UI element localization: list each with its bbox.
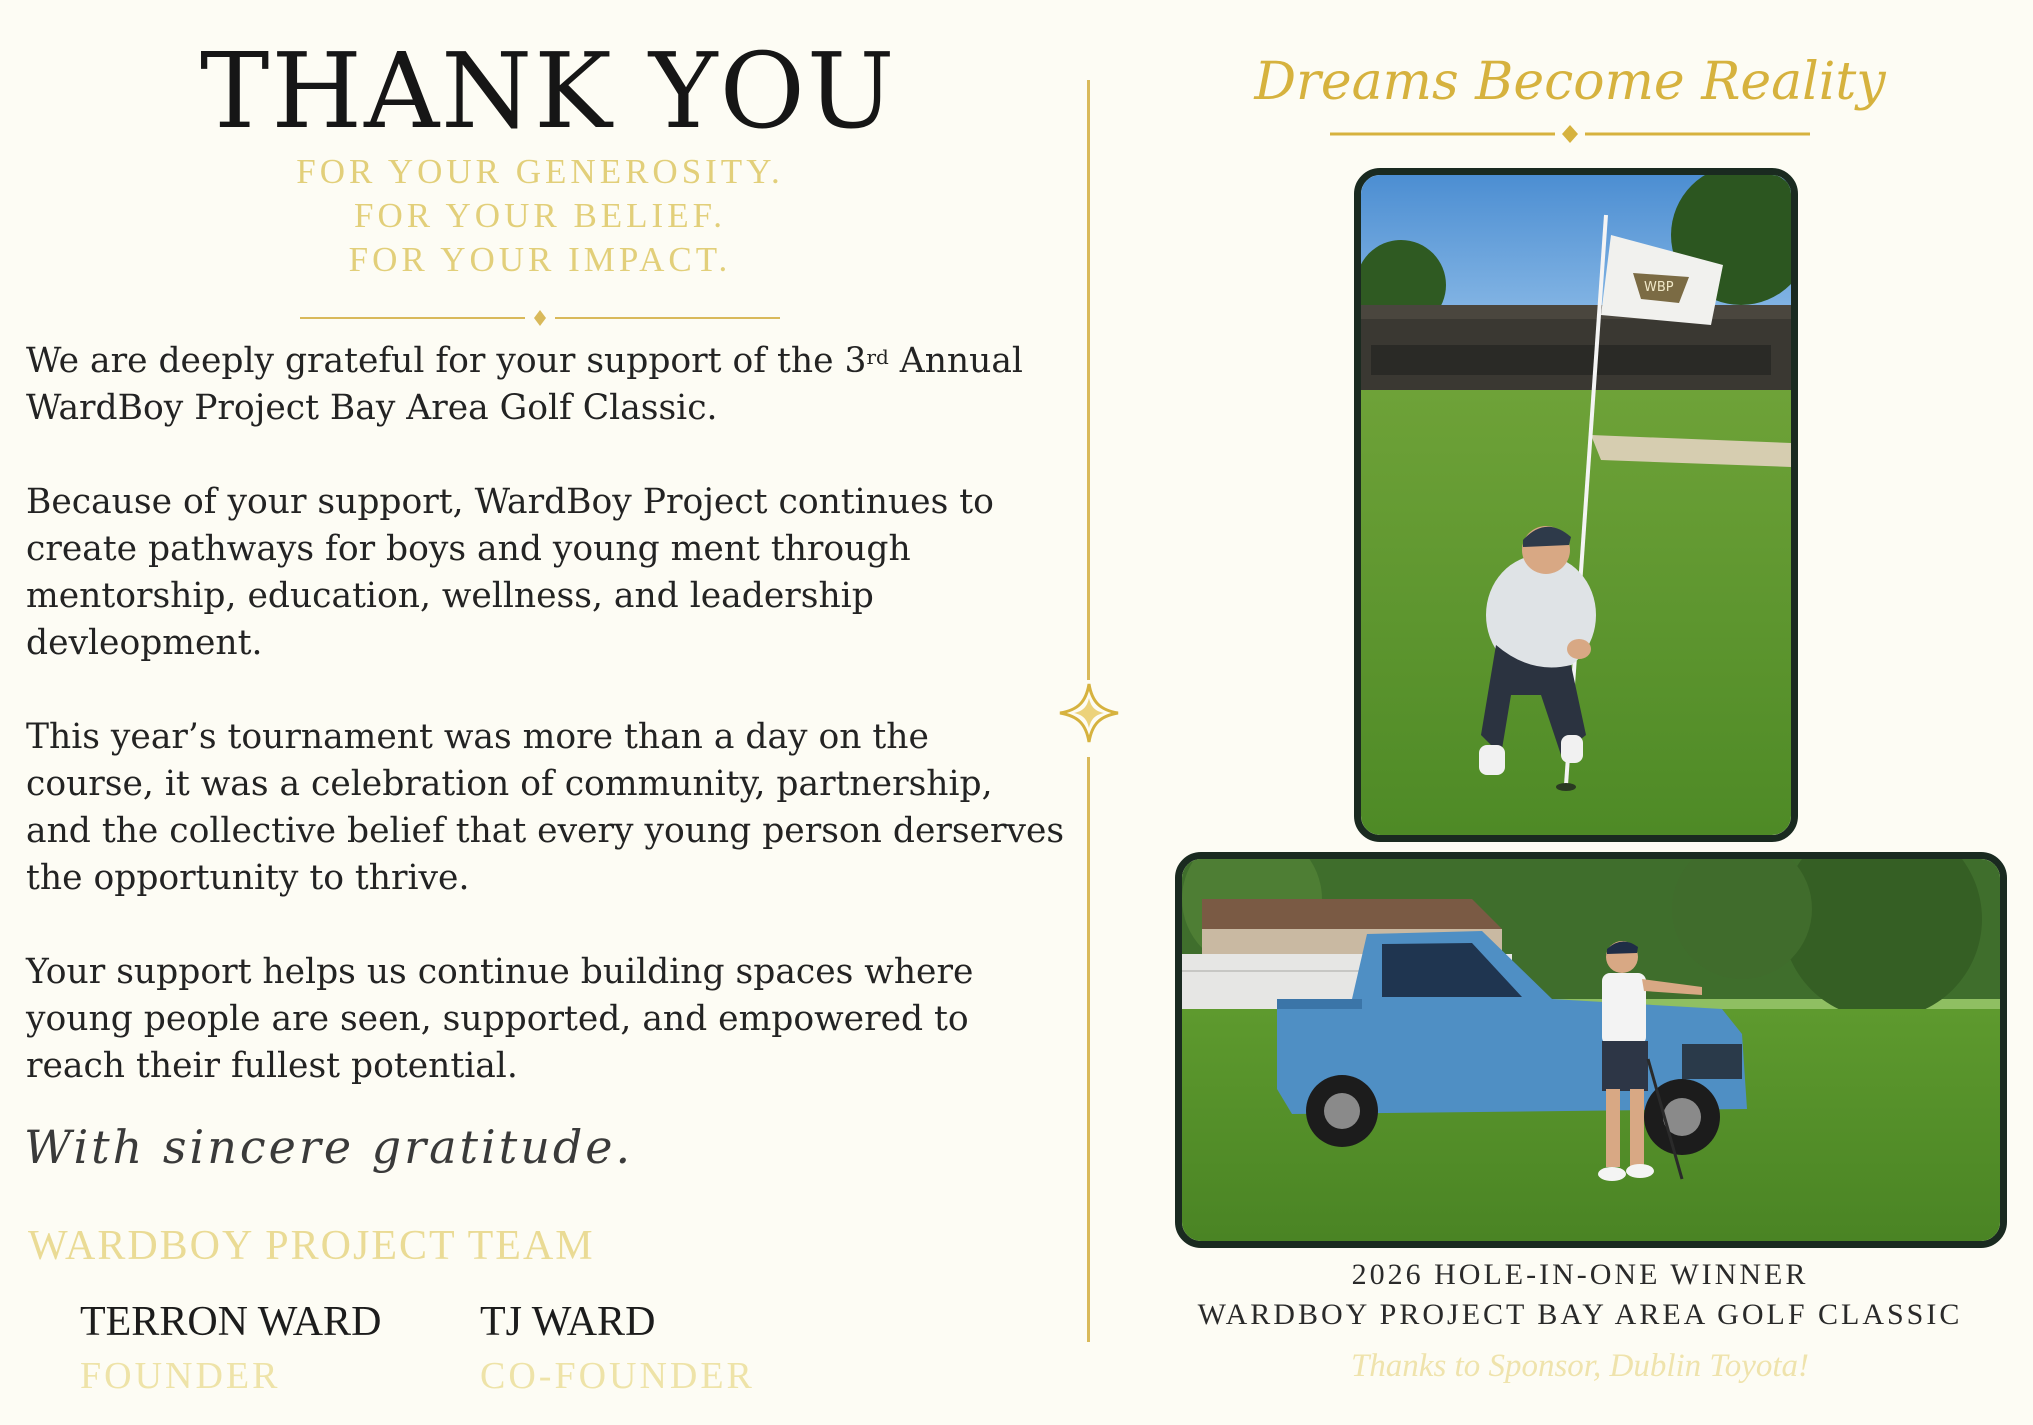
photo-caption <box>1140 1255 2020 1335</box>
truck-winner-photo <box>1175 852 2007 1248</box>
caption-event: WARDBOY PROJECT BAY AREA GOLF CLASSIC <box>1197 1298 1963 1331</box>
vertical-divider-bottom <box>1087 757 1090 1342</box>
paragraph-mission: Because of your support, WardBoy Project continues to create pathways for boys and young ment through mentorship, education, wellness, and leadership devleopment. <box>26 482 994 663</box>
tagline-generosity: FOR YOUR GENEROSITY. <box>296 152 784 191</box>
person-name: TERRON WARD <box>80 1299 382 1345</box>
person-cofounder <box>480 1298 755 1398</box>
person-founder <box>80 1298 381 1398</box>
person-name: TJ WARD <box>480 1299 656 1345</box>
person-role: CO-FOUNDER <box>480 1355 755 1397</box>
paragraph-gratitude: We are deeply grateful for your support of the 3rd Annual WardBoy Project Bay Area Golf Classic. <box>26 341 1023 428</box>
signoff-script: With sincere gratitude. <box>24 1120 634 1174</box>
paragraph-tournament: This year’s tournament was more than a day on the course, it was a celebration of community, partnership, and the collective belief that every young person derserves the opportunity to thrive. <box>26 717 1065 898</box>
paragraph-support: Your support helps us continue building spaces where young people are seen, supported, and empowered to reach their fullest potential. <box>26 952 974 1086</box>
dreams-tagline: Dreams Become Reality <box>1254 52 1886 112</box>
caption-winner: 2026 HOLE-IN-ONE WINNER <box>1351 1258 1809 1291</box>
star-ornament-icon <box>1058 682 1120 744</box>
flag-logo-text: WBP <box>1644 280 1674 295</box>
tagline-impact: FOR YOUR IMPACT. <box>348 240 732 279</box>
person-role: FOUNDER <box>80 1355 281 1397</box>
vertical-divider-top <box>1087 80 1090 680</box>
sponsor-thanks: Thanks to Sponsor, Dublin Toyota! <box>1350 1348 1810 1384</box>
tagline-belief: FOR YOUR BELIEF. <box>353 196 726 235</box>
ornament-divider-right <box>1330 122 1810 146</box>
letter-body <box>26 338 1066 1137</box>
team-label: WARDBOY PROJECT TEAM <box>28 1223 595 1269</box>
ornament-divider <box>300 308 780 328</box>
gold-taglines <box>250 150 830 282</box>
golfer-flag-photo <box>1354 168 1798 842</box>
page-title: THANK YOU <box>200 30 897 152</box>
